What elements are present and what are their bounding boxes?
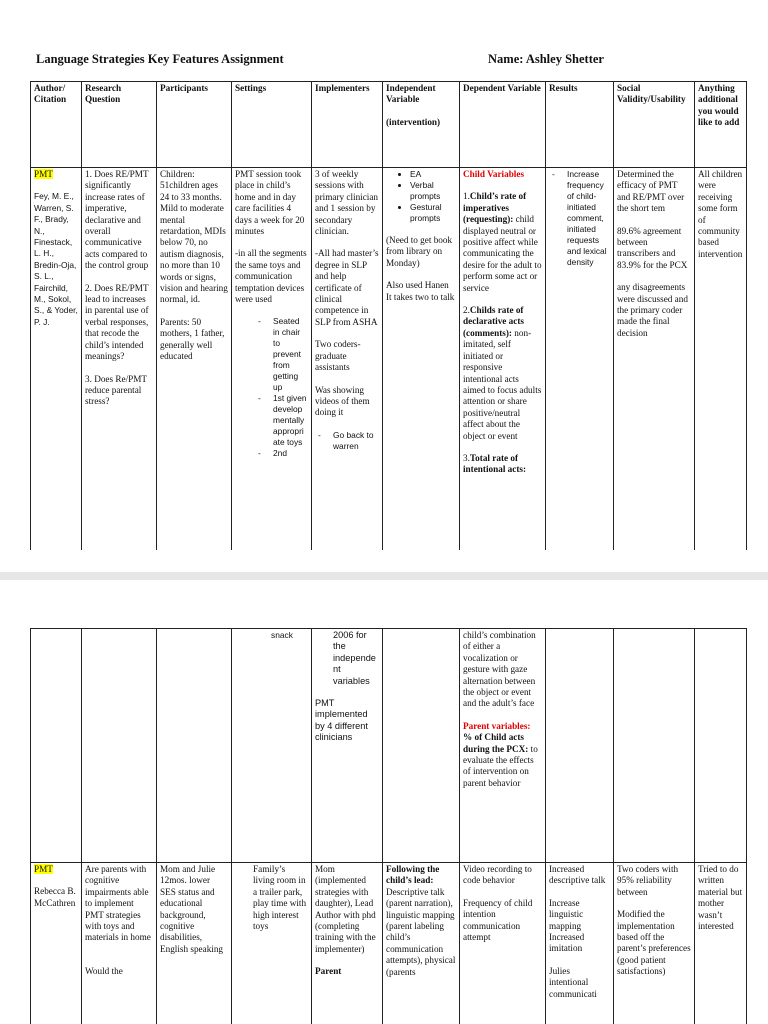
dependent-variable-2: Frequency of child intention communication attempt <box>463 897 533 943</box>
results-list <box>549 169 610 268</box>
participants-children: Children: 51children ages 24 to 33 months. Mild to moderate mental retardation, MDIs below 70, no autism diagnosis, no more than 10 words or signs, vision and hearing normal, id. <box>160 169 228 305</box>
results-cell <box>546 863 614 1024</box>
social-validity-text-1: Determined the efficacy of PMT and RE/PMT over the short tem <box>617 169 685 214</box>
column-header: Implementers <box>312 82 383 168</box>
results-cell <box>546 168 614 550</box>
table-row <box>31 168 747 550</box>
results-cell <box>546 629 614 863</box>
research-question-3: 3. Does Re/PMT reduce parental stress? <box>85 373 147 407</box>
study-tag: PMT <box>34 169 53 179</box>
dependent-variable-cell <box>460 863 546 1024</box>
dependent-variable-cell <box>460 629 546 863</box>
participants-parents: Parents: 50 mothers, 1 father, generally well educated <box>160 316 225 362</box>
author-name: Name: Ashley Shetter <box>488 52 604 66</box>
dependent-variable-1: Video recording to code behavior <box>463 864 532 886</box>
implementers-cell <box>312 629 383 863</box>
dependent-variable-2-text: non-imitated, self initiated or responsive intentional acts aimed to focus adults attention or share positive/neutral affect about the object or event <box>463 327 542 441</box>
participants-text: Mom and Julie 12mos. lower SES status and educational background, cognitive disabilities, English speaking <box>160 864 224 954</box>
parent-variables-heading: Parent variables: <box>463 720 531 731</box>
document-page-2 <box>0 580 768 1024</box>
implementers-list <box>315 430 379 452</box>
research-question-cell <box>82 629 157 863</box>
intervention-list <box>386 169 456 224</box>
dependent-variable-1-title: Child’s rate of imperatives (requesting): <box>463 191 527 225</box>
column-header-text: Independent Variable <box>386 83 436 105</box>
participants-cell <box>157 168 232 550</box>
column-header: Settings <box>232 82 312 168</box>
additional-text: All children were receiving some form of community based intervention <box>698 169 743 259</box>
participants-cell <box>157 629 232 863</box>
implementers-cell <box>312 168 383 550</box>
list-item: • Verbal prompts <box>410 180 456 202</box>
table-row <box>31 863 747 1024</box>
column-header: Author/ Citation <box>31 82 82 168</box>
child-variables-heading: Child Variables <box>463 169 525 179</box>
study-tag: PMT <box>34 864 53 874</box>
social-validity-cell <box>614 629 695 863</box>
column-header: Participants <box>157 82 232 168</box>
list-item: - Increase frequency of child-initiated comment, initiated requests and lexical density <box>549 169 610 268</box>
additional-cell <box>695 863 747 1024</box>
implementers-text-3: Two coders- graduate assistants <box>315 339 361 373</box>
implementers-text-2: -All had master’s degree in SLP and help certificate of clinical competence in SLP from ASHA <box>315 248 379 327</box>
settings-text-2: -in all the segments the same toys and communication temptation devices were used <box>235 248 307 305</box>
research-question-cell <box>82 863 157 1024</box>
social-validity-cell <box>614 168 695 550</box>
key-features-table-continued <box>30 628 747 1024</box>
column-header: Dependent Variable <box>460 82 546 168</box>
author-cell <box>31 629 82 863</box>
independent-variable-note: (Need to get book from library on Monday) <box>386 235 453 268</box>
implementers-text-4: Was showing videos of them doing it <box>315 384 370 418</box>
dependent-variable-1-text: child displayed neutral or positive affect while communicating the desire for the adult to perform some act or service <box>463 214 542 293</box>
list-item: - 1st given developmentally appropriate toys <box>255 393 308 448</box>
dependent-variable-3 <box>463 453 542 476</box>
settings-cell <box>232 629 312 863</box>
item-number: 3. <box>463 452 470 463</box>
settings-cell <box>232 863 312 1024</box>
independent-variable-title: Following the child’s lead: <box>386 864 440 886</box>
item-number: 1. <box>463 191 470 202</box>
column-header-subtext: (intervention) <box>386 116 441 127</box>
research-question-cell <box>82 168 157 550</box>
implementers-continued-1: 2006 for the independent variables <box>333 630 376 686</box>
implementers-subheading: Parent <box>315 966 342 977</box>
parent-variable-1-text: to evaluate the effects of intervention on parent behavior <box>463 743 538 788</box>
independent-variable-text <box>386 864 456 978</box>
column-header: Results <box>546 82 614 168</box>
results-text-3: Julies intentional communicati <box>549 965 597 999</box>
dependent-variable-2-title: Childs rate of declarative acts (comments): <box>463 305 524 338</box>
column-header <box>383 82 460 168</box>
research-question-2: Would the <box>85 965 123 976</box>
independent-variable-cell <box>383 168 460 550</box>
list-item: - 2nd <box>255 448 308 459</box>
research-question-1: Are parents with cognitive impairments able to implement PMT strategies with toys and materials in home <box>85 864 151 943</box>
settings-text: Family’s living room in a trailer park, play time with high interest toys <box>253 864 307 932</box>
dependent-variable-3-title: Total rate of intentional acts: <box>463 452 527 475</box>
results-text-1: Increased descriptive talk <box>549 864 606 886</box>
independent-variable-text: Also used Hanen It takes two to talk <box>386 280 455 302</box>
settings-continued: snack <box>271 630 293 640</box>
key-features-table <box>30 81 747 550</box>
author-citation: Fey, M. E., Warren, S. F., Brady, N., Finestack, L. H., Bredin-Oja, S. L., Fairchild, M., Sokol, S., & Yoder, P. J. <box>34 191 78 327</box>
parent-variable-1 <box>463 732 542 789</box>
settings-list <box>235 316 308 459</box>
additional-text: Tried to do written material but mother wasn’t interested <box>698 864 743 932</box>
dependent-variable-1 <box>463 191 542 294</box>
dependent-variable-cell <box>460 168 546 550</box>
results-text-2: Increase linguistic mapping Increased imitation <box>549 897 585 954</box>
dependent-variable-continued: child’s combination of either a vocalization or gesture with gaze alternation between the object or event and the adult’s face <box>463 630 536 709</box>
author-cell <box>31 168 82 550</box>
list-item: - Seated in chair to prevent from getting up <box>255 316 308 393</box>
implementers-text: Mom (implemented strategies with daughter), Lead Author with phd (completing training with the implementer) <box>315 864 376 954</box>
additional-cell <box>695 168 747 550</box>
item-number: 2. <box>463 305 470 316</box>
additional-cell <box>695 629 747 863</box>
column-header: Anything additional you would like to add <box>695 82 747 168</box>
settings-cell <box>232 168 312 550</box>
settings-text-1: PMT session took place in child’s home and in day care facilities 4 days a week for 20 minutes <box>235 169 305 237</box>
list-item: - Go back to warren <box>315 430 379 452</box>
implementers-text-1: 3 of weekly sessions with primary clinician and 1 session by secondary clinician. <box>315 169 379 237</box>
social-validity-text-3: any disagreements were discussed and the primary coder made the final decision <box>617 282 688 338</box>
social-validity-text-1: Two coders with 95% reliability between <box>617 864 679 897</box>
implementers-cell <box>312 863 383 1024</box>
research-question-1: 1. Does RE/PMT significantly increase rates of imperative, declarative and overall communicative acts compared to the control group <box>85 169 149 271</box>
author-cell <box>31 863 82 1024</box>
social-validity-text-2: Modified the implementation based off the parent’s preferences (good patient satisfactions) <box>617 909 691 977</box>
list-item: • Gestural prompts <box>410 202 456 224</box>
social-validity-text-2: 89.6% agreement between transcribers and 83.9% for the PCX <box>617 225 688 270</box>
column-header: Research Question <box>82 82 157 168</box>
implementers-continued-2: PMT implemented by 4 different clinicians <box>315 698 368 743</box>
participants-cell <box>157 863 232 1024</box>
dependent-variable-2 <box>463 305 542 442</box>
table-row <box>31 629 747 863</box>
parent-variable-1-title: % of Child acts during the PCX: <box>463 732 529 754</box>
independent-variable-cell <box>383 629 460 863</box>
independent-variable-cell <box>383 863 460 1024</box>
column-header: Social Validity/Usability <box>614 82 695 168</box>
document-title: Language Strategies Key Features Assignment <box>36 52 284 66</box>
table-header-row <box>31 82 747 168</box>
author-citation: Rebecca B. McCathren <box>34 886 76 908</box>
independent-variable-body: Descriptive talk (parent narration), linguistic mapping (parent labeling child’s communication attempts), physical (parents <box>386 886 456 977</box>
research-question-2: 2. Does RE/PMT lead to increases in parental use of verbal responses, that recode the child’s intended meanings? <box>85 282 149 362</box>
list-item: • EA <box>410 169 456 180</box>
social-validity-cell <box>614 863 695 1024</box>
